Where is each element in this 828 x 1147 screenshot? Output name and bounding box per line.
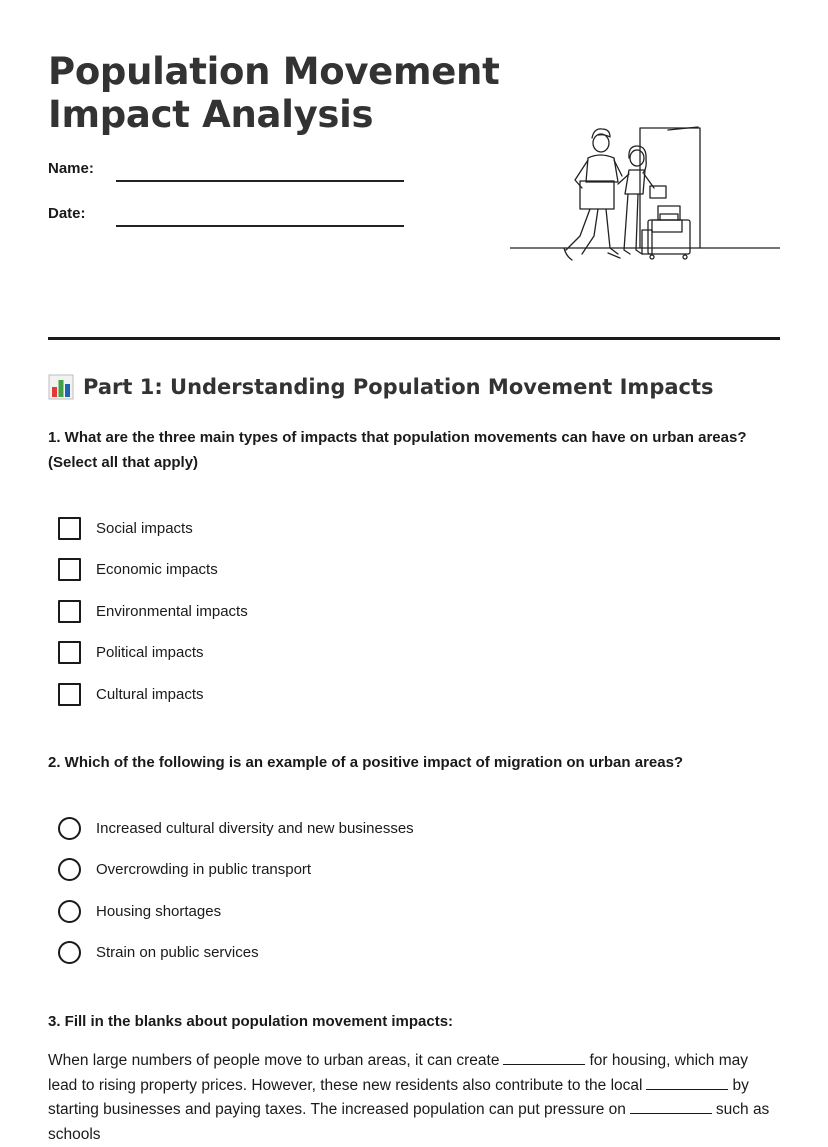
paragraph-part-3: by starting businesses and paying taxes. The increased population can put pressure on <box>48 1076 749 1118</box>
question-1-line-2: (Select all that apply) <box>48 454 199 471</box>
q2-option-label: Housing shortages <box>96 902 222 920</box>
paragraph-part-1: When large numbers of people move to urban areas, it can create <box>48 1052 500 1069</box>
checkbox[interactable] <box>58 558 81 581</box>
date-input-line[interactable] <box>116 225 404 227</box>
q2-option[interactable] <box>58 815 414 841</box>
blank-1[interactable] <box>503 1050 585 1065</box>
fill-in-paragraph <box>48 1049 780 1147</box>
q1-option-label: Economic impacts <box>96 560 218 578</box>
radio-button[interactable] <box>58 900 81 923</box>
title-line-1: Population Movement <box>48 50 500 93</box>
name-field-row <box>48 160 408 190</box>
checkbox[interactable] <box>58 641 81 664</box>
q1-option[interactable] <box>58 681 204 707</box>
page-title <box>48 50 528 136</box>
q1-option-label: Social impacts <box>96 519 193 537</box>
name-label: Name: <box>48 160 94 177</box>
name-input-line[interactable] <box>116 180 404 182</box>
part1-heading <box>48 374 714 400</box>
paragraph-part-2: for housing, which may lead to rising property prices. However, these new residents also contribute to the local <box>48 1052 749 1094</box>
q1-option[interactable] <box>58 639 204 665</box>
date-field-row <box>48 205 408 235</box>
question-1-line-1: 1. What are the three main types of impacts that population movements can have on urban areas? <box>48 429 747 446</box>
radio-button[interactable] <box>58 817 81 840</box>
paragraph-part-4: such as schools <box>48 1101 770 1143</box>
worksheet-page <box>48 0 780 1143</box>
q2-option-label: Strain on public services <box>96 943 259 961</box>
q1-option[interactable] <box>58 556 218 582</box>
q2-option[interactable] <box>58 898 221 924</box>
radio-button[interactable] <box>58 858 81 881</box>
q1-option-label: Environmental impacts <box>96 602 248 620</box>
part1-title: Part 1: Understanding Population Movement Impacts <box>83 375 714 399</box>
blank-3[interactable] <box>630 1099 712 1114</box>
blank-2[interactable] <box>646 1075 728 1090</box>
date-label: Date: <box>48 205 86 222</box>
q1-option-label: Cultural impacts <box>96 685 204 703</box>
q1-option[interactable] <box>58 515 193 541</box>
q2-option-label: Increased cultural diversity and new businesses <box>96 819 414 837</box>
bar-chart-icon <box>48 374 74 400</box>
question-2: 2. Which of the following is an example of a positive impact of migration on urban areas? <box>48 754 684 771</box>
q2-option[interactable] <box>58 939 259 965</box>
question-1 <box>48 425 780 475</box>
title-line-2: Impact Analysis <box>48 93 374 136</box>
q2-option[interactable] <box>58 856 311 882</box>
checkbox[interactable] <box>58 517 81 540</box>
q2-option-label: Overcrowding in public transport <box>96 860 312 878</box>
q1-option-label: Political impacts <box>96 643 204 661</box>
radio-button[interactable] <box>58 941 81 964</box>
checkbox[interactable] <box>58 600 81 623</box>
couple-moving-boxes-illustration <box>510 118 780 268</box>
section-divider <box>48 337 780 340</box>
question-3: 3. Fill in the blanks about population movement impacts: <box>48 1013 454 1030</box>
checkbox[interactable] <box>58 683 81 706</box>
q1-option[interactable] <box>58 598 248 624</box>
